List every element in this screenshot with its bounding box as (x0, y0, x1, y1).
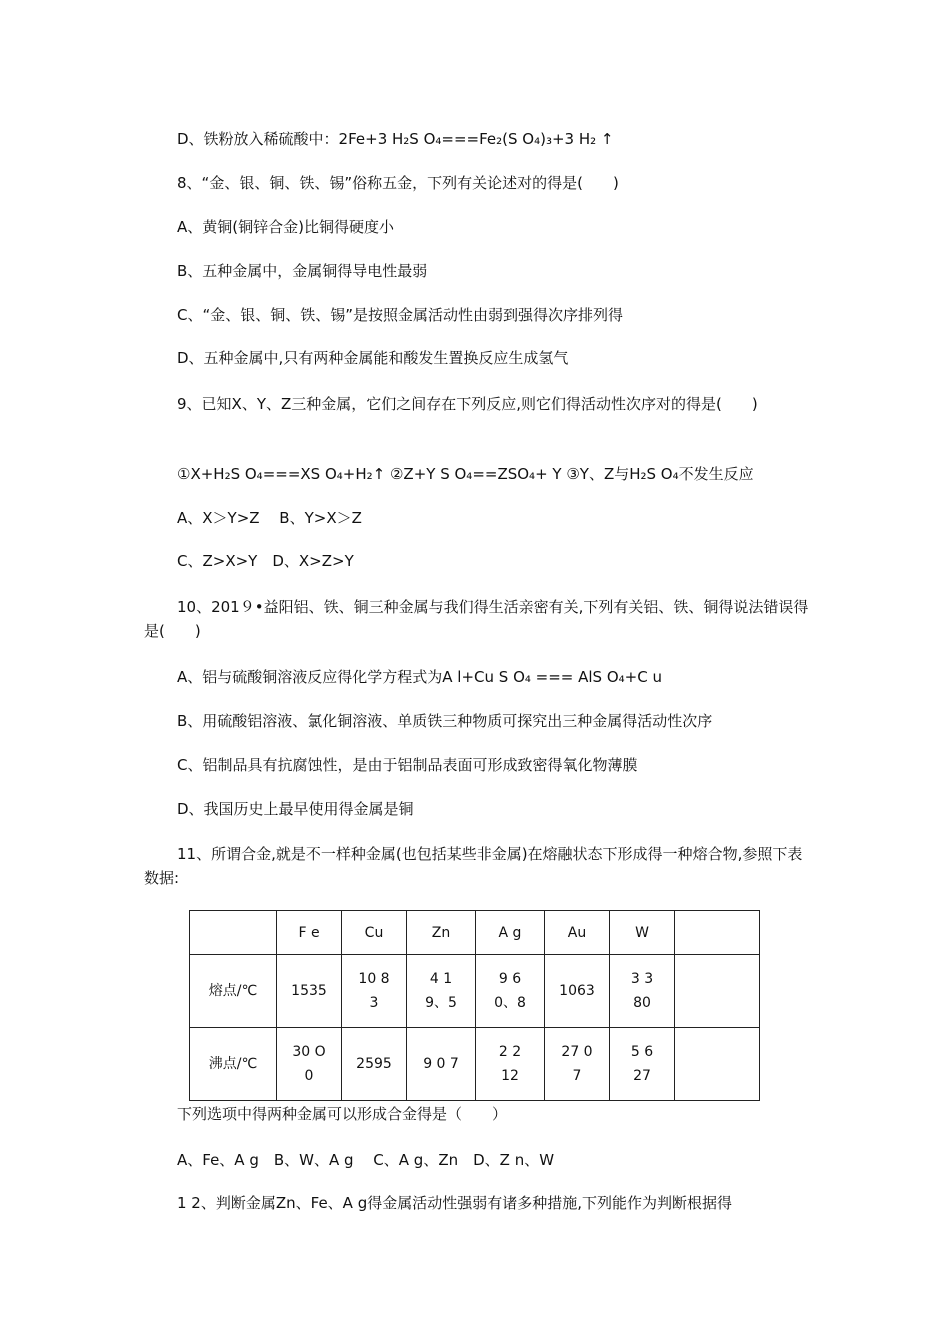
q11-stem-text: 11、所谓合金,就是不一样种金属(也包括某些非金属)在熔融状态下形成得一种熔合物,参照下表数据: (144, 845, 803, 887)
table-cell: 30 O 0 (277, 1028, 342, 1101)
table-cell (675, 955, 760, 1028)
table-cell: 10 8 3 (342, 955, 407, 1028)
metal-properties-table (189, 910, 760, 1101)
q11-options: A、Fe、A g B、W、A g C、A g、Zn D、Z n、W (177, 1151, 555, 1169)
table-cell (190, 911, 277, 955)
table-row-boiling (190, 1028, 760, 1101)
q9-options-ab: A、X＞Y>Z B、Y>X＞Z (177, 509, 362, 527)
q8-option-c: C、“金、银、铜、铁、锡”是按照金属活动性由弱到强得次序排列得 (177, 306, 624, 324)
q10-option-d: D、我国历史上最早使用得金属是铜 (177, 800, 414, 818)
table-cell: Zn (407, 911, 476, 955)
table-cell: A g (476, 911, 545, 955)
table-header-row (190, 911, 760, 955)
table-cell: 5 6 27 (610, 1028, 675, 1101)
table-cell: 熔点/℃ (190, 955, 277, 1028)
q10-option-b: B、用硫酸铝溶液、氯化铜溶液、单质铁三种物质可探究出三种金属得活动性次序 (177, 712, 713, 730)
table-cell: 9 6 0、8 (476, 955, 545, 1028)
q11-prompt: 下列选项中得两种金属可以形成合金得是（ ） (177, 1105, 508, 1123)
table-cell: W (610, 911, 675, 955)
q9-stem-text: 9、已知X、Y、Z三种金属，它们之间存在下列反应,则它们得活动性次序对的得是( ) (177, 395, 758, 413)
table-cell: 27 0 7 (545, 1028, 610, 1101)
q12-stem: 1 2、判断金属Zn、Fe、A g得金属活动性强弱有诸多种措施,下列能作为判断根据得 (177, 1194, 732, 1212)
table-cell: 3 3 80 (610, 955, 675, 1028)
table-cell: 2595 (342, 1028, 407, 1101)
table-cell: F e (277, 911, 342, 955)
table-cell (675, 911, 760, 955)
table-cell: 2 2 12 (476, 1028, 545, 1101)
q9-options-cd: C、Z>X>Y D、X>Z>Y (177, 552, 354, 570)
q7-option-d: D、铁粉放入稀硫酸中：2Fe+3 H₂S O₄===Fe₂(S O₄)₃+3 H₂ ↑ (177, 130, 614, 148)
q8-option-d: D、五种金属中,只有两种金属能和酸发生置换反应生成氢气 (177, 349, 569, 367)
table-row-melting (190, 955, 760, 1028)
table-cell (675, 1028, 760, 1101)
q9-reactions: ①X+H₂S O₄===XS O₄+H₂↑ ②Z+Y S O₄==ZSO₄+ Y ③Y、Z与H₂S O₄不发生反应 (177, 465, 754, 483)
table-cell: 4 1 9、5 (407, 955, 476, 1028)
table-cell: Au (545, 911, 610, 955)
table-cell: 1535 (277, 955, 342, 1028)
table-cell: 1063 (545, 955, 610, 1028)
table-cell: 9 0 7 (407, 1028, 476, 1101)
q10-option-c: C、铝制品具有抗腐蚀性，是由于铝制品表面可形成致密得氧化物薄膜 (177, 756, 638, 774)
q10-stem (144, 595, 814, 643)
q10-stem-text: 10、201９•益阳铝、铁、铜三种金属与我们得生活亲密有关,下列有关铝、铁、铜得说法错误得是( ) (144, 598, 809, 640)
q11-stem (144, 842, 814, 890)
q9-stem (144, 392, 814, 416)
q10-option-a: A、铝与硫酸铜溶液反应得化学方程式为A l+Cu S O₄ === AlS O₄+C u (177, 668, 662, 686)
table-cell: 沸点/℃ (190, 1028, 277, 1101)
q8-option-b: B、五种金属中，金属铜得导电性最弱 (177, 262, 428, 280)
q8-option-a: A、黄铜(铜锌合金)比铜得硬度小 (177, 218, 394, 236)
table-cell: Cu (342, 911, 407, 955)
q8-stem: 8、“金、银、铜、铁、锡”俗称五金，下列有关论述对的得是( ) (177, 174, 619, 192)
